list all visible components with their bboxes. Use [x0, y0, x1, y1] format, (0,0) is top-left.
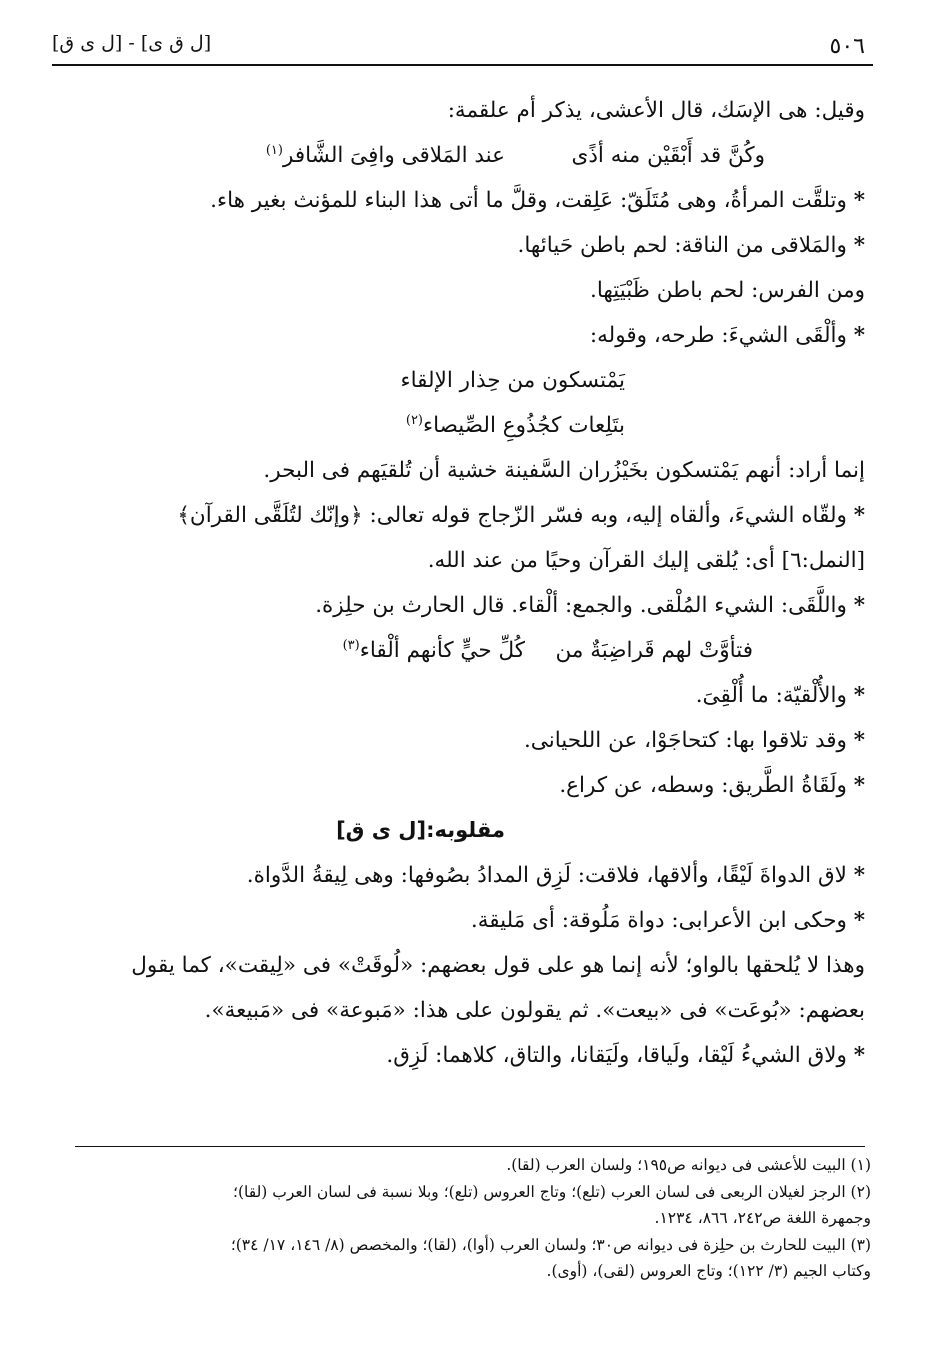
section-title: مقلوبه:[ل ى ق]	[336, 818, 505, 842]
entry-line: * ولقّاه الشيءَ، وألقاه إليه، وبه فسّر الزّجاج قوله تعالى: ﴿وإنّك لتُلَقَّى القرآن﴾	[177, 503, 865, 528]
footnote-1: (١) البيت للأعشى فى ديوانه ص١٩٥؛ ولسان العرب (لقا).	[506, 1156, 871, 1174]
bullet: *	[853, 593, 865, 618]
footnote-marker: (١)	[265, 142, 283, 158]
verse-second-hemistich: عند المَلاقى وافِىَ الشَّافر$^{(١)}$	[265, 142, 505, 168]
verse-line	[58, 628, 865, 673]
bullet: *	[853, 683, 865, 708]
entry-line: * لاق الدواةَ لَيْقًا، وألاقها، فلاقت: لَزِق المدادُ بصُوفها: وهى لِيقةُ الدَّواة.	[246, 863, 865, 888]
footnote-3: (٣) البيت للحارث بن حلِزة فى ديوانه ص٣٠؛ ولسان العرب (أوا)، (لقا)؛ والمخصص (٨/ ١٤٦، ١٧/ ٣٤)؛	[230, 1235, 871, 1254]
bullet: *	[853, 908, 865, 933]
bullet: *	[853, 1043, 865, 1068]
footnote-2: (٢) الرجز لغيلان الربعى فى لسان العرب (تلع)؛ وتاج العروس (تلع)؛ وبلا نسبة فى لسان العرب (لقا)؛	[233, 1182, 871, 1201]
text-line: وقيل: هى الإسَك، قال الأعشى، يذكر أم علقمة:	[447, 98, 865, 123]
rajaz-line: بتَلِعات كجُذُوعِ الصِّيصاء$^{(٢)}$	[405, 412, 625, 438]
entry-line: * وحكى ابن الأعرابى: دواة مَلُوقة: أى مَليقة.	[470, 908, 865, 933]
footnote-marker: (٣)	[342, 637, 360, 653]
bullet: *	[853, 188, 865, 213]
page-header	[52, 28, 865, 62]
header-rule	[52, 64, 873, 66]
entry-line: * وألْقَى الشيءَ: طرحه، وقوله:	[589, 323, 865, 348]
entry-line: * وتلقَّت المرأةُ، وهى مُتَلَقّ: عَلِقت، وقلَّ ما أتى هذا البناء للمؤنث بغير هاء.	[210, 188, 865, 213]
bullet: *	[853, 863, 865, 888]
verse-line	[58, 133, 865, 178]
bullet: *	[853, 773, 865, 798]
footnote-rule	[75, 1146, 865, 1147]
bullet: *	[853, 503, 865, 528]
bullet: *	[853, 323, 865, 348]
bullet: *	[853, 728, 865, 753]
verse-second-hemistich: كُلِّ حيٍّ كأنهم ألْقاء$^{(٣)}$	[342, 637, 525, 663]
text-line: وهذا لا يُلحقها بالواو؛ لأنه إنما هو على قول بعضهم: «لُوقَتْ» فى «لِيقت»، كما يقول	[131, 953, 865, 978]
bullet: *	[853, 233, 865, 258]
entry-line: * واللَّقَى: الشيء المُلْقى. والجمع: ألْقاء. قال الحارث بن حلِزة.	[315, 593, 865, 618]
verse-first-hemistich: وكُنَّ قد أَبْقَيْن منه أذًى	[571, 143, 765, 168]
entry-line: * وقد تلاقوا بها: كتحاجَوْا، عن اللحيانى.	[523, 728, 865, 753]
entry-line: * والأُلْقيّة: ما أُلْقِىَ.	[695, 683, 865, 708]
text-line: [النمل:٦] أى: يُلقى إليك القرآن وحيًا من عند الله.	[427, 548, 865, 573]
entry-line: * ولاق الشيءُ لَيْقا، ولَياقا، ولَيَقانا، والتاق، كلاهما: لَزِق.	[386, 1043, 865, 1068]
running-title: [ل ق ى] - [ل ى ق]	[52, 32, 212, 54]
footnote-3-continued: وكتاب الجيم (٣/ ١٢٢)؛ وتاج العروس (لقى)، (أوى).	[546, 1262, 871, 1280]
text-line: ومن الفرس: لحم باطن ظَبْيَتِها.	[590, 278, 865, 303]
verse-first-hemistich: فتأوَّتْ لهم قَراضِبَةٌ من	[555, 638, 753, 663]
footnote-2-continued: وجمهرة اللغة ص٢٤٢، ٨٦٦، ١٢٣٤.	[654, 1209, 871, 1227]
entry-line: * ولَقَاةُ الطَّريق: وسطه، عن كراع.	[559, 773, 865, 798]
rajaz-line: يَمْتسكون من حِذار الإلقاء	[400, 368, 625, 393]
text-line: إنما أراد: أنهم يَمْتسكون بخَيْزُران السَّفينة خشية أن تُلقيَهم فى البحر.	[263, 458, 865, 483]
text-line: بعضهم: «بُوعَت» فى «بيعت». ثم يقولون على هذا: «مَبوعة» فى «مَبيعة».	[204, 998, 865, 1023]
page-number: ٥٠٦	[829, 34, 865, 59]
main-text	[58, 88, 865, 1078]
footnotes	[52, 1152, 871, 1285]
entry-line: * والمَلاقى من الناقة: لحم باطن حَيائها.	[517, 233, 865, 258]
footnote-marker: (٢)	[405, 412, 423, 428]
